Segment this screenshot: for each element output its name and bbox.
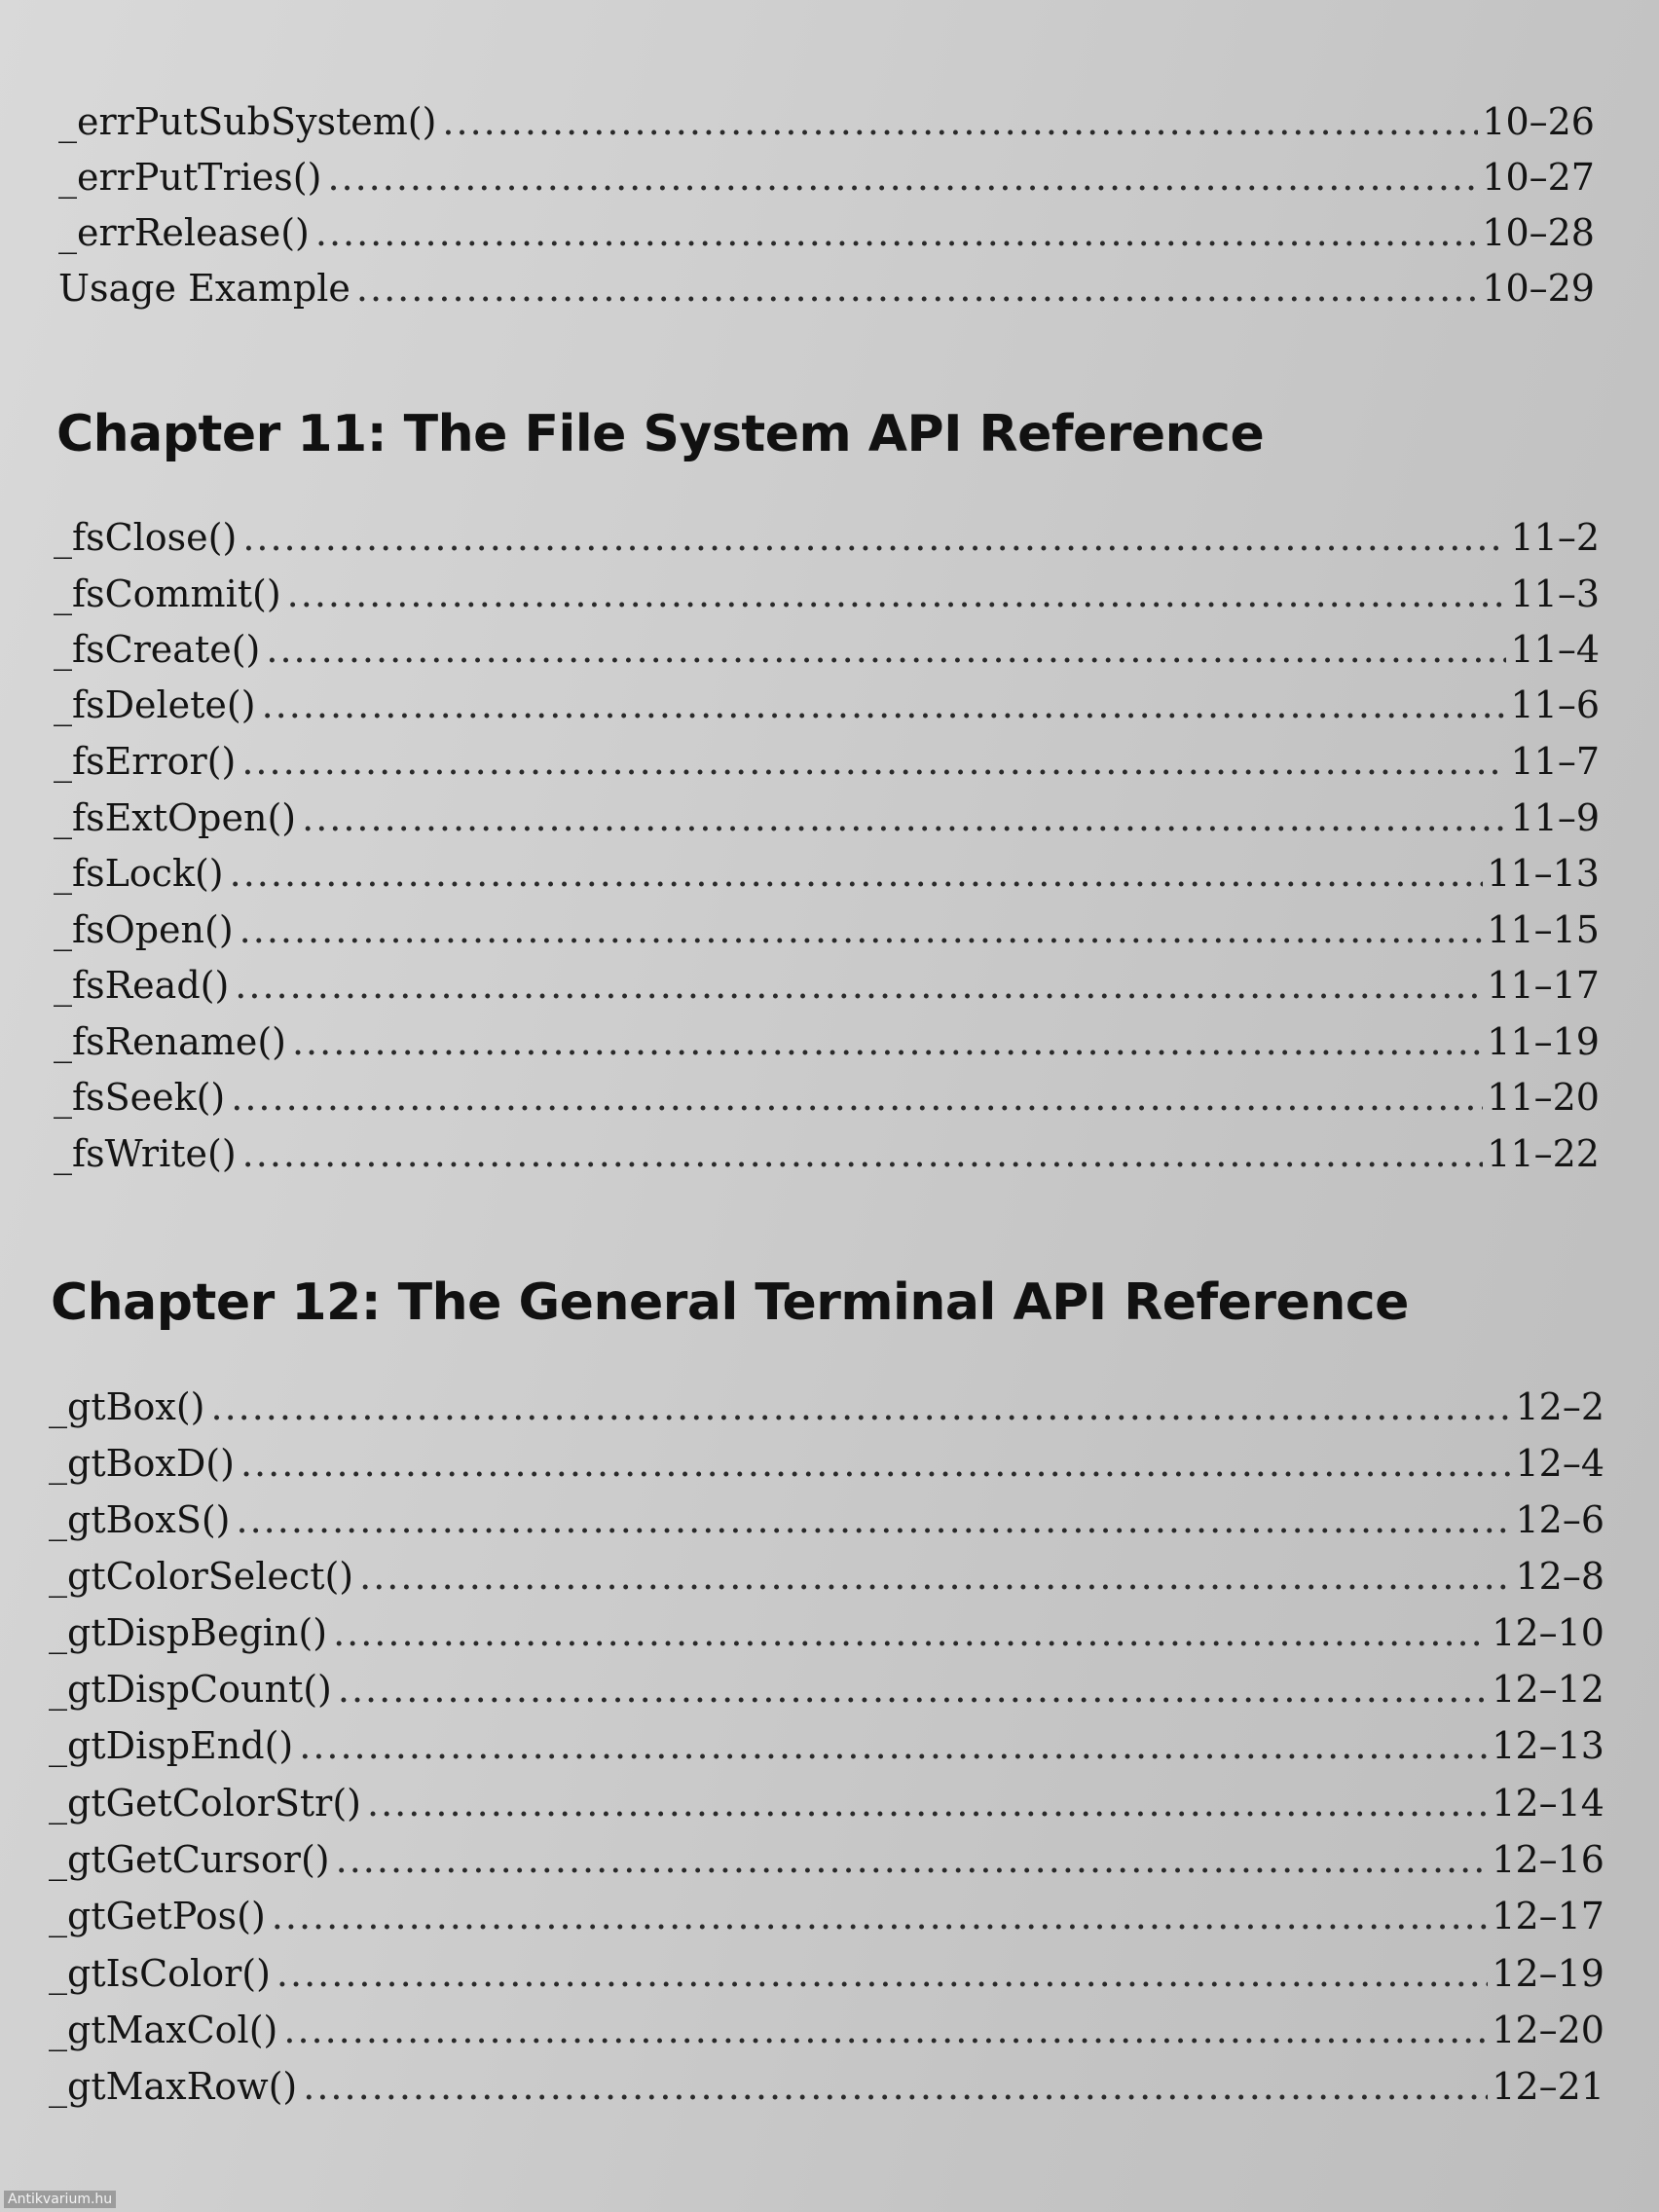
dot-leader	[272, 1892, 1489, 1940]
toc-entry-name: _fsSeek()	[54, 1076, 226, 1119]
toc-entry-page: 11–2	[1510, 516, 1600, 559]
toc-entry-name: _gtBoxD()	[49, 1442, 235, 1485]
toc-entry-page: 12–17	[1492, 1895, 1604, 1937]
dot-leader	[231, 1073, 1483, 1122]
toc-entry[interactable]	[54, 1129, 1600, 1178]
toc-entry-name: _fsWrite()	[54, 1132, 237, 1175]
toc-entry[interactable]	[54, 737, 1600, 786]
dot-leader	[338, 1665, 1488, 1714]
toc-entry[interactable]	[49, 1892, 1604, 1940]
toc-entry[interactable]	[54, 513, 1600, 562]
toc-entry-page: 11–6	[1510, 683, 1600, 726]
toc-entry[interactable]	[58, 153, 1595, 202]
dot-leader	[235, 961, 1483, 1010]
toc-entry-page: 11–22	[1487, 1132, 1600, 1175]
toc-entry-page: 12–12	[1492, 1668, 1604, 1711]
toc-entry-name: _gtGetColorStr()	[49, 1782, 361, 1825]
toc-entry-page: 12–10	[1492, 1611, 1604, 1654]
toc-entry-name: _errPutSubSystem()	[58, 100, 437, 143]
dot-leader	[283, 2006, 1488, 2054]
toc-entry[interactable]	[58, 264, 1595, 313]
toc-entry-name: _gtColorSelect()	[49, 1555, 354, 1598]
toc-entry-name: _fsRead()	[54, 964, 230, 1007]
dot-leader	[240, 905, 1484, 954]
toc-entry-page: 11–9	[1510, 796, 1600, 839]
toc-entry[interactable]	[58, 97, 1595, 146]
dot-leader	[210, 1382, 1511, 1431]
chapter-heading: Chapter 12: The General Terminal API Reference	[51, 1273, 1409, 1332]
toc-entry-page: 11–13	[1487, 852, 1600, 895]
toc-entry[interactable]	[49, 1949, 1604, 1998]
toc-entry-page: 10–29	[1482, 267, 1595, 310]
toc-entry[interactable]	[49, 1495, 1604, 1544]
toc-entry[interactable]	[54, 793, 1600, 842]
dot-leader	[315, 208, 1478, 257]
toc-entry-page: 11–15	[1487, 908, 1600, 951]
toc-entry[interactable]	[54, 1017, 1600, 1066]
toc-entry[interactable]	[49, 1608, 1604, 1657]
toc-entry[interactable]	[54, 961, 1600, 1010]
toc-entry[interactable]	[49, 2062, 1604, 2111]
toc-entry-name: _gtIsColor()	[49, 1952, 271, 1995]
toc-entry[interactable]	[49, 1721, 1604, 1770]
toc-entry-page: 11–19	[1487, 1020, 1600, 1063]
dot-leader	[299, 1721, 1488, 1770]
toc-entry-name: _fsDelete()	[54, 683, 256, 726]
toc-entry-name: Usage Example	[58, 267, 350, 310]
dot-leader	[333, 1608, 1488, 1657]
dot-leader	[302, 793, 1506, 842]
dot-leader	[356, 264, 1478, 313]
dot-leader	[262, 681, 1507, 729]
dot-leader	[242, 1129, 1484, 1178]
dot-leader	[303, 2062, 1488, 2111]
toc-entry-page: 12–21	[1492, 2065, 1604, 2108]
toc-entry-page: 10–26	[1482, 100, 1595, 143]
toc-entry-page: 11–3	[1510, 572, 1600, 615]
toc-entry[interactable]	[54, 905, 1600, 954]
dot-leader	[359, 1552, 1511, 1601]
toc-entry-page: 10–27	[1482, 156, 1595, 199]
toc-entry-name: _gtMaxCol()	[49, 2009, 278, 2051]
watermark: Antikvarium.hu	[4, 2191, 116, 2208]
toc-entry-page: 12–16	[1492, 1838, 1604, 1881]
toc-entry[interactable]	[49, 1665, 1604, 1714]
toc-entry-page: 12–8	[1515, 1555, 1604, 1598]
toc-entry-name: _gtMaxRow()	[49, 2065, 298, 2108]
chapter-heading: Chapter 11: The File System API Reference	[56, 405, 1265, 463]
toc-entry-page: 12–13	[1492, 1724, 1604, 1767]
dot-leader	[336, 1835, 1489, 1884]
toc-entry[interactable]	[54, 1073, 1600, 1122]
toc-entry-page: 11–4	[1510, 628, 1600, 671]
dot-leader	[442, 97, 1478, 146]
toc-entry-name: _fsExtOpen()	[54, 796, 297, 839]
toc-entry[interactable]	[49, 1835, 1604, 1884]
toc-entry-name: _gtBox()	[49, 1385, 205, 1428]
toc-entry-page: 11–17	[1487, 964, 1600, 1007]
toc-entry-name: _errRelease()	[58, 211, 310, 254]
toc-entry-name: _fsRename()	[54, 1020, 286, 1063]
dot-leader	[242, 513, 1506, 562]
dot-leader	[241, 737, 1506, 786]
toc-entry-name: _gtGetPos()	[49, 1895, 266, 1937]
toc-entry-name: _fsLock()	[54, 852, 224, 895]
toc-entry-name: _fsError()	[54, 740, 237, 783]
toc-entry[interactable]	[58, 208, 1595, 257]
toc-entry[interactable]	[49, 2006, 1604, 2054]
dot-leader	[367, 1779, 1488, 1827]
toc-entry-page: 12–14	[1492, 1782, 1604, 1825]
dot-leader	[266, 625, 1506, 674]
toc-entry-page: 12–4	[1515, 1442, 1604, 1485]
toc-entry-name: _gtBoxS()	[49, 1498, 231, 1541]
toc-entry[interactable]	[49, 1779, 1604, 1827]
dot-leader	[292, 1017, 1483, 1066]
toc-entry-name: _fsOpen()	[54, 908, 234, 951]
toc-entry[interactable]	[54, 625, 1600, 674]
toc-entry-name: _gtDispBegin()	[49, 1611, 328, 1654]
dot-leader	[276, 1949, 1488, 1998]
toc-entry-page: 11–7	[1510, 740, 1600, 783]
toc-entry[interactable]	[54, 570, 1600, 618]
dot-leader	[327, 153, 1478, 202]
toc-entry-name: _gtDispCount()	[49, 1668, 332, 1711]
toc-entry-page: 10–28	[1482, 211, 1595, 254]
toc-entry[interactable]	[49, 1439, 1604, 1488]
toc-entry-name: _errPutTries()	[58, 156, 322, 199]
toc-entry-page: 12–2	[1515, 1385, 1604, 1428]
toc-entry-name: _gtDispEnd()	[49, 1724, 294, 1767]
toc-entry[interactable]	[49, 1382, 1604, 1431]
dot-leader	[240, 1439, 1512, 1488]
toc-entry-name: _fsCommit()	[54, 572, 281, 615]
dot-leader	[287, 570, 1507, 618]
toc-entry-name: _fsCreate()	[54, 628, 261, 671]
toc-entry-page: 11–20	[1487, 1076, 1600, 1119]
toc-entry-name: _fsClose()	[54, 516, 238, 559]
toc-entry[interactable]	[54, 681, 1600, 729]
toc-entry-name: _gtGetCursor()	[49, 1838, 330, 1881]
dot-leader	[230, 849, 1484, 898]
toc-entry-page: 12–20	[1492, 2009, 1604, 2051]
dot-leader	[237, 1495, 1512, 1544]
toc-entry[interactable]	[54, 849, 1600, 898]
toc-entry[interactable]	[49, 1552, 1604, 1601]
toc-entry-page: 12–19	[1492, 1952, 1604, 1995]
toc-entry-page: 12–6	[1515, 1498, 1604, 1541]
